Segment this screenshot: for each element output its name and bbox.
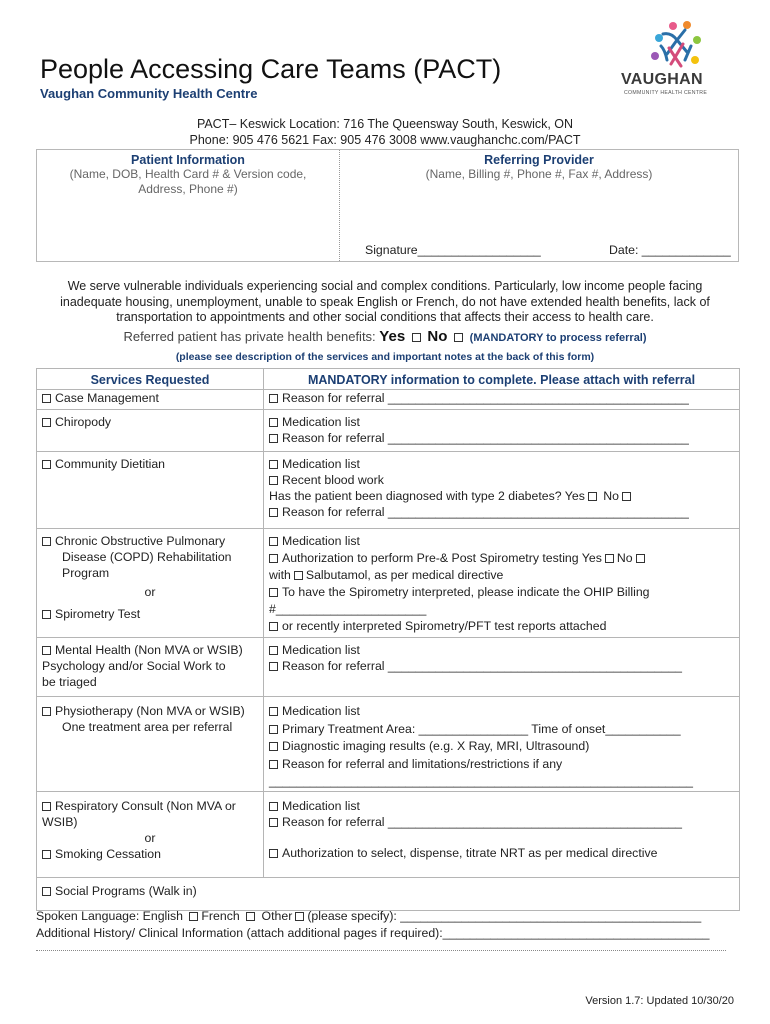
nrt-label: Authorization to select, dispense, titrate NRT as per medical directive xyxy=(282,845,658,860)
patient-provider-box xyxy=(36,149,739,262)
copd-checkbox[interactable] xyxy=(42,537,51,546)
patient-info-hint: (Name, DOB, Health Card # & Version code, Address, Phone #) xyxy=(69,167,307,196)
intro-paragraph: We serve vulnerable individuals experiencing social and complex conditions. Particularly, low income people facing inadequate housing, unemployment, unable to speak English or French, do not have extended health benefits, lack of transportation to appointments and other social conditions that affects their access to health care. xyxy=(60,279,710,324)
vaughan-logo xyxy=(615,20,735,100)
location-contact: Phone: 905 476 5621 Fax: 905 476 3008 www.vaughanchc.com/PACT xyxy=(189,133,581,147)
chiro-reason-label: Reason for referral ____________________________________________ xyxy=(282,431,689,445)
signature-field[interactable]: Signature__________________ xyxy=(365,243,541,257)
salbutamol-checkbox[interactable] xyxy=(294,571,303,580)
chiro-reason-checkbox[interactable] xyxy=(269,434,278,443)
diabetes-question: Has the patient been diagnosed with type 2 diabetes? Yes xyxy=(269,489,585,503)
benefits-yes-label: Yes xyxy=(379,328,406,345)
mental-medlist-checkbox[interactable] xyxy=(269,646,278,655)
case-management-checkbox[interactable] xyxy=(42,394,51,403)
physio-checkbox[interactable] xyxy=(42,707,51,716)
french-label: French xyxy=(201,909,240,923)
language-label: Spoken Language: English xyxy=(36,909,183,923)
mental-label-2: Psychology and/or Social Work to xyxy=(42,659,226,673)
resp-label-1: Respiratory Consult (Non MVA or xyxy=(55,798,236,813)
pft-label: or recently interpreted Spirometry/PFT test reports attached xyxy=(282,619,607,633)
diet-bloodwork-checkbox[interactable] xyxy=(269,476,278,485)
provider-hint: (Name, Billing #, Phone #, Fax #, Address) xyxy=(425,167,653,181)
location-address: PACT– Keswick Location: 716 The Queensway South, Keswick, ON xyxy=(196,117,574,131)
imaging-checkbox[interactable] xyxy=(269,742,278,751)
spirometry-label: Spirometry Test xyxy=(55,607,141,621)
copd-medlist-label: Medication list xyxy=(282,534,360,548)
salbutamol-label: Salbutamol, as per medical directive xyxy=(305,568,504,582)
physio-medlist-checkbox[interactable] xyxy=(269,707,278,716)
diabetes-no-checkbox[interactable] xyxy=(622,492,631,501)
diet-medlist-label: Medication list xyxy=(282,457,360,471)
spiro-auth-no-checkbox[interactable] xyxy=(636,554,645,563)
limitations-label: Reason for referral and limitations/restrictions if any xyxy=(282,756,563,771)
logo-subtext: COMMUNITY HEALTH CENTRE xyxy=(624,90,708,96)
social-checkbox[interactable] xyxy=(42,887,51,896)
row-case-management xyxy=(37,390,740,410)
benefits-question-text: Referred patient has private health benefits: xyxy=(123,329,376,344)
with-label: with xyxy=(269,568,291,582)
case-reason-label: Reason for referral ____________________________________________ xyxy=(282,391,689,405)
limitations-checkbox[interactable] xyxy=(269,760,278,769)
organization-name: Vaughan Community Health Centre xyxy=(40,86,258,101)
row-mental-health xyxy=(37,638,740,697)
diet-reason-label: Reason for referral ____________________________________________ xyxy=(282,505,689,519)
row-chiropody xyxy=(37,410,740,452)
ohip-checkbox[interactable] xyxy=(269,588,278,597)
language-specify-field[interactable]: (please specify): ____________________________________________ xyxy=(307,909,702,923)
smoking-checkbox[interactable] xyxy=(42,850,51,859)
chiro-medlist-checkbox[interactable] xyxy=(269,418,278,427)
benefits-mandatory: (MANDATORY to process referral) xyxy=(469,332,647,344)
col-mandatory-header: MANDATORY information to complete. Please attach with referral xyxy=(264,369,740,390)
case-management-label: Case Management xyxy=(55,391,159,405)
mental-reason-label: Reason for referral ___________________________________________ xyxy=(282,659,683,673)
physio-medlist-label: Medication list xyxy=(282,704,360,718)
row-social-programs xyxy=(37,877,740,910)
patient-info-heading: Patient Information xyxy=(131,153,245,167)
row-physiotherapy xyxy=(37,697,740,792)
french-checkbox[interactable] xyxy=(246,912,255,921)
blank-line xyxy=(36,950,726,951)
nrt-checkbox[interactable] xyxy=(269,849,278,858)
diabetes-yes-checkbox[interactable] xyxy=(588,492,597,501)
provider-heading: Referring Provider xyxy=(484,153,594,167)
physio-label-2: One treatment area per referral xyxy=(62,720,233,734)
version-label: Version 1.7: Updated 10/30/20 xyxy=(585,995,734,1007)
pft-checkbox[interactable] xyxy=(269,622,278,631)
location-block xyxy=(0,116,770,148)
resp-reason-checkbox[interactable] xyxy=(269,818,278,827)
resp-or: or xyxy=(144,830,156,845)
benefits-no-checkbox[interactable] xyxy=(454,333,463,342)
resp-medlist-label: Medication list xyxy=(282,798,360,813)
resp-label-2: WSIB) xyxy=(42,814,78,829)
patient-info-section[interactable] xyxy=(37,153,339,197)
services-table xyxy=(36,368,740,911)
limitations-field[interactable]: ______________________________________________________________ xyxy=(269,774,694,788)
chiro-medlist-label: Medication list xyxy=(282,415,360,429)
diet-reason-checkbox[interactable] xyxy=(269,508,278,517)
spiro-auth-label: Authorization to perform Pre-& Post Spirometry testing Yes xyxy=(282,551,602,565)
additional-history-field[interactable]: Additional History/ Clinical Information (attach additional pages if required):_______________________________________ xyxy=(36,926,710,940)
services-note: (please see description of the services and important notes at the back of this form) xyxy=(175,351,595,363)
row-dietitian xyxy=(37,452,740,529)
spiro-auth-checkbox[interactable] xyxy=(269,554,278,563)
copd-medlist-checkbox[interactable] xyxy=(269,537,278,546)
chiropody-label: Chiropody xyxy=(55,415,112,429)
mental-health-checkbox[interactable] xyxy=(42,646,51,655)
bottom-fields xyxy=(36,908,709,942)
mental-reason-checkbox[interactable] xyxy=(269,662,278,671)
benefits-yes-checkbox[interactable] xyxy=(412,333,421,342)
benefits-no-label: No xyxy=(427,328,448,345)
smoking-label: Smoking Cessation xyxy=(55,846,161,861)
benefits-question xyxy=(0,328,770,345)
spiro-auth-yes-checkbox[interactable] xyxy=(605,554,614,563)
treatment-area-label: Primary Treatment Area: ________________ Time of onset___________ xyxy=(282,721,681,736)
ohip-billing-field[interactable]: #______________________ xyxy=(269,602,427,616)
other-label: Other xyxy=(261,909,293,923)
dietitian-label: Community Dietitian xyxy=(55,457,166,471)
dietitian-checkbox[interactable] xyxy=(42,460,51,469)
mental-label-1: Mental Health (Non MVA or WSIB) xyxy=(55,643,243,657)
logo-text: VAUGHAN xyxy=(621,71,703,88)
resp-reason-label: Reason for referral ___________________________________________ xyxy=(282,814,683,829)
treatment-area-checkbox[interactable] xyxy=(269,725,278,734)
ohip-label: To have the Spirometry interpreted, please indicate the OHIP Billing xyxy=(282,585,650,599)
chiropody-checkbox[interactable] xyxy=(42,418,51,427)
imaging-label: Diagnostic imaging results (e.g. X Ray, MRI, Ultrasound) xyxy=(282,739,590,753)
copd-label-2: Disease (COPD) Rehabilitation xyxy=(62,550,232,564)
row-copd xyxy=(37,529,740,638)
respiratory-checkbox[interactable] xyxy=(42,802,51,811)
diet-bloodwork-label: Recent blood work xyxy=(282,473,384,487)
physio-label-1: Physiotherapy (Non MVA or WSIB) xyxy=(55,704,245,718)
copd-label-1: Chronic Obstructive Pulmonary xyxy=(55,534,226,548)
resp-medlist-checkbox[interactable] xyxy=(269,802,278,811)
other-checkbox[interactable] xyxy=(295,912,304,921)
spirometry-checkbox[interactable] xyxy=(42,610,51,619)
case-reason-checkbox[interactable] xyxy=(269,394,278,403)
social-label: Social Programs (Walk in) xyxy=(55,883,197,898)
copd-label-3: Program xyxy=(62,566,110,580)
diabetes-no-label: No xyxy=(603,489,620,503)
col-services-header: Services Requested xyxy=(37,369,264,390)
copd-or: or xyxy=(144,585,156,599)
people-circle-icon xyxy=(615,20,735,72)
row-respiratory xyxy=(37,791,740,877)
spiro-auth-no-label: No xyxy=(616,551,633,565)
table-header-row xyxy=(37,369,740,390)
page-title: People Accessing Care Teams (PACT) xyxy=(40,54,502,84)
diet-medlist-checkbox[interactable] xyxy=(269,460,278,469)
mental-medlist-label: Medication list xyxy=(282,643,360,657)
referring-provider-section[interactable] xyxy=(340,153,738,182)
date-field[interactable]: Date: _____________ xyxy=(609,243,731,257)
english-checkbox[interactable] xyxy=(189,912,198,921)
mental-label-3: be triaged xyxy=(42,675,97,689)
